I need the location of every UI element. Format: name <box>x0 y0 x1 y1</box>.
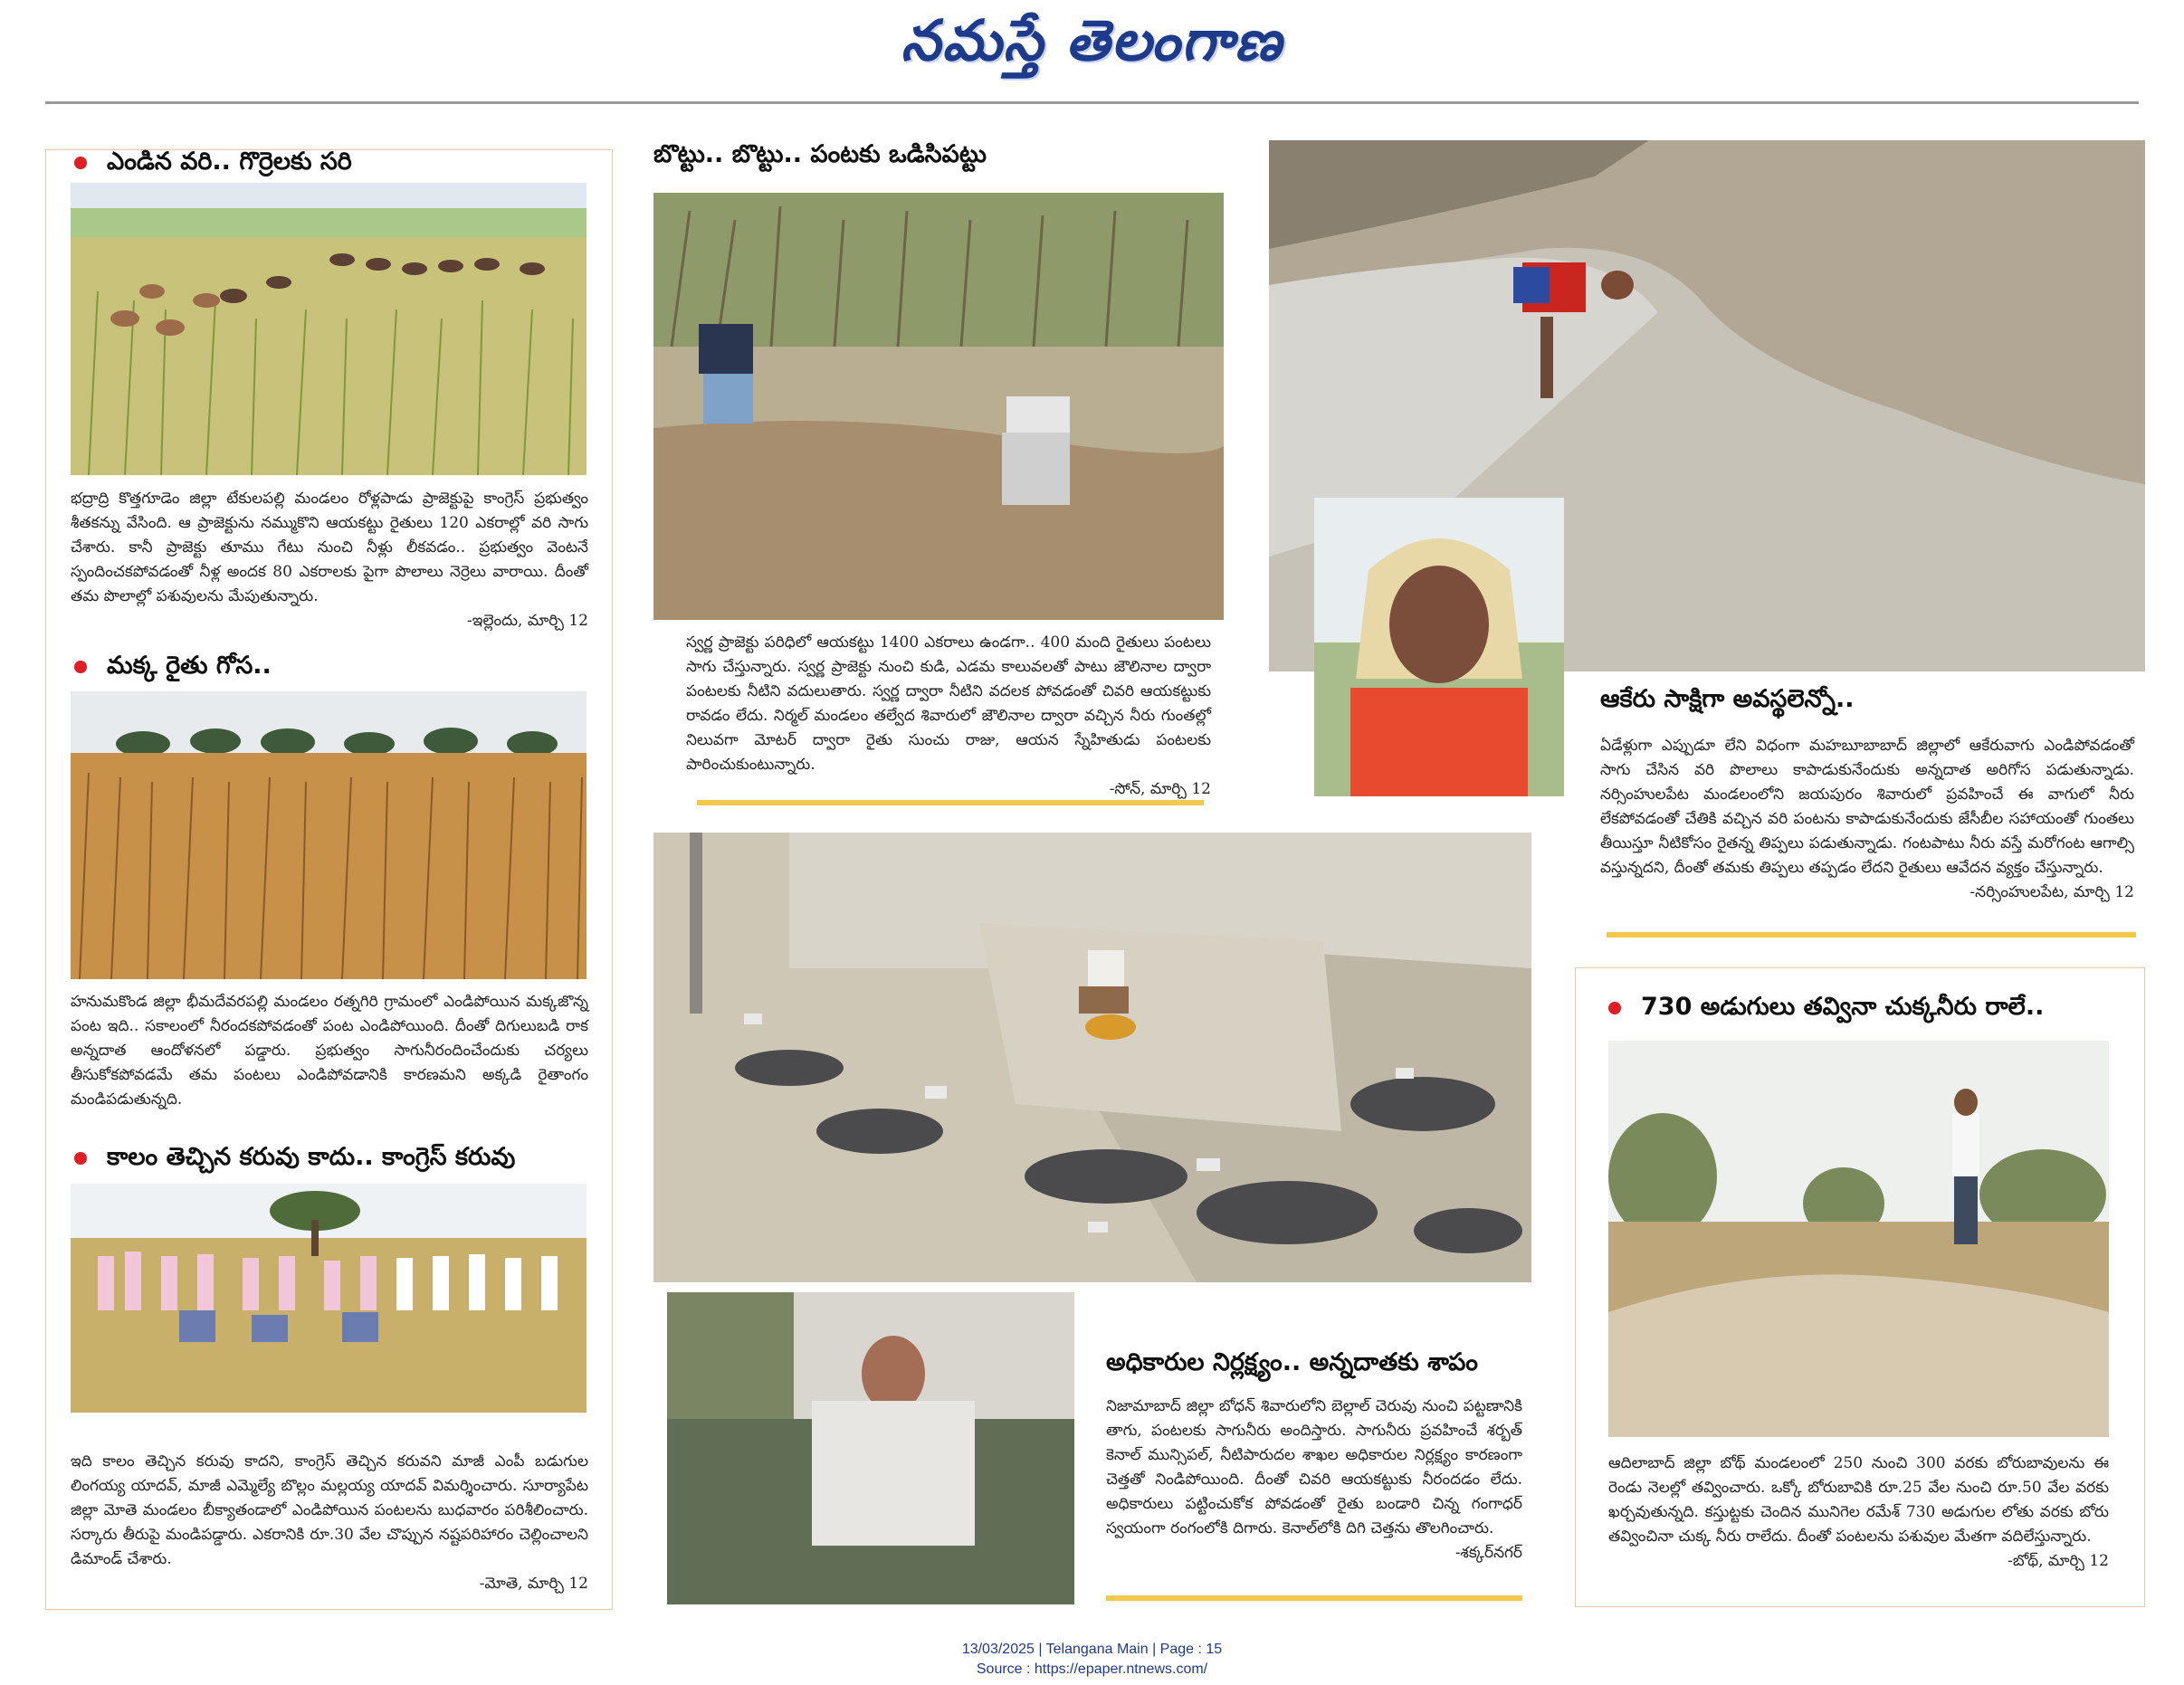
story-byline: -మోతె, మార్చి 12 <box>479 1575 588 1593</box>
story-byline: -బోథ్, మార్చి 12 <box>2008 1552 2109 1570</box>
story-byline: -సోన్, మార్చి 12 <box>1109 780 1211 798</box>
story-underline <box>1106 1595 1522 1601</box>
story-headline: ఎండిన వరి.. గొర్రెలకు సరి <box>74 148 352 182</box>
story-body: భద్రాద్రి కొత్తగూడెం జిల్లా టేకులపల్లి మండలం రోళ్లపాడు ప్రాజెక్టుపై కాంగ్రెస్ ప్రభుత్వం శీతకన్ను వేసింది. ఆ ప్రాజెక్టును నమ్ముకొని ఆయకట్టు రైతులు 120 ఎకరాల్లో వరి సాగు చేశారు. కానీ ప్రాజెక్టు తూము గేటు నుంచి నీళ్లు లీకవడం.. ప్రభుత్వం వెంటనే స్పందించకపోవడంతో నీళ్ల అందక 80 ఎకరాలకు పైగా పొలాలు నెర్రెలు వారాయి. దీంతో తమ పొలాల్లో పశువులను మేపుతున్నారు. -ఇల్లెందు, మార్చి 12 <box>71 487 588 633</box>
story-body: స్వర్ణ ప్రాజెక్టు పరిధిలో ఆయకట్టు 1400 ఎకరాలు ఉండగా.. 400 మంది రైతులు పంటలు సాగు చేస్తున్నారు. స్వర్ణ ప్రాజెక్టు నుంచి కుడి, ఎడమ కాలువలతో పాటు జౌలినాల ద్వారా పంటలకు నీటిని వదులుతారు. స్వర్ణ ద్వారా నీటిని వదలక పోవడంతో చివరి ఆయకట్టుకు రావడం లేదు. నిర్మల్ మండలం తల్వేద శివారులో జౌలినాల ద్వారా వచ్చిన నీరు గుంతల్లో నిలువగా మోటర్ ద్వారా రైతు సుంచు రాజు, ఆయన స్నేహితుడు పంటలకు పారించుకుంటున్నారు. -సోన్, మార్చి 12 <box>686 631 1211 802</box>
photo-farmer-clearing-canal <box>667 1292 1074 1604</box>
story-body: ఆదిలాబాద్ జిల్లా బోథ్ మండలంలో 250 నుంచి 300 వరకు బోరుబావులను ఈ రెండు నెలల్లో తవ్వించారు. ఒక్కో బోరుబావికి రూ.25 వేల నుంచి రూ.50 వేల వరకు ఖర్చవుతున్నది. కస్తుట్టకు చెందిన మునిగెల రమేశ్ 730 అడుగుల లోతు వరకు బోరు తవ్వించినా చుక్క నీరు రాలేదు. దీంతో పంటలను పశువుల మేతగా వదిలేస్తున్నారు. -బోథ్, మార్చి 12 <box>1608 1452 2109 1574</box>
story-body: ఏడేళ్లుగా ఎప్పుడూ లేని విధంగా మహబూబాబాద్ జిల్లాలో ఆకేరువాగు ఎండిపోవడంతో సాగు చేసిన వరి పొలాలు కాపాడుకునేందుకు అన్నదాత అరిగోస పడుతున్నాడు. నర్సింహులపేట మండలంలోని జయపురం శివారులో ప్రవహించే ఈ వాగులో నీరు లేకపోవడంతో చేతికి వచ్చిన వరి పంటను కాపాడుకునేందుకు జేసీబీల సహాయంతో గుంతలు తీయిస్తూ నీటికోసం రైతన్న తిప్పలు పడుతున్నాడు. గంటపాటు నీరు వస్తే మరోగంట ఆగాల్సి వస్తున్నదని, దీంతో తమకు తిప్పలు తప్పడం లేదని రైతులు ఆవేదన వ్యక్తం చేస్తున్నారు. -నర్సింహులపేట, మార్చి 12 <box>1600 734 2134 905</box>
story-underline <box>697 800 1204 805</box>
story-byline: -ఇల్లెందు, మార్చి 12 <box>467 612 588 630</box>
masthead <box>0 0 2184 100</box>
photo-farmers-in-canal <box>653 193 1224 620</box>
bullet-icon <box>1608 1002 1621 1014</box>
bullet-icon <box>74 1152 87 1165</box>
photo-garbage-filled-canal <box>653 833 1531 1282</box>
photo-sheep-grazing <box>71 183 587 475</box>
masthead-logo: నమస్తే తెలంగాణ <box>901 7 1283 73</box>
story-byline: -నర్సింహులపేట, మార్చి 12 <box>1969 883 2134 901</box>
footer-source-link[interactable]: Source : https://epaper.ntnews.com/ <box>976 1661 1208 1677</box>
story-headline: ఆకేరు సాక్షిగా అవస్థలెన్నో.. <box>1600 685 1855 713</box>
story-body: హనుమకొండ జిల్లా భీమదేవరపల్లి మండలం రత్నగిరి గ్రామంలో ఎండిపోయిన మక్కజొన్న పంట ఇది.. సకాలంలో నీరందకపోవడంతో పంట ఎండిపోయింది. దీంతో దిగులుబడి రాక అన్నదాత ఆందోళనలో పడ్డారు. ప్రభుత్వం సాగునీరందించేందుకు చర్యలు తీసుకోకపోవడమే తమ పంటలు ఎండిపోవడానికి కారణమని అక్కడి రైతాంగం మండిపడుతున్నది. <box>71 993 588 1109</box>
bullet-icon <box>74 157 87 169</box>
story-body: నిజామాబాద్ జిల్లా బోధన్ శివారులోని బెల్లాల్ చెరువు నుంచి పట్టణానికి తాగు, పంటలకు సాగునీరు అందిస్తారు. సాగునీరు ప్రవహించే శర్బత్ కెనాల్ మున్సిపల్, నీటిపారుదల శాఖల అధికారుల నిర్లక్ష్యం కారణంగా చెత్తతో నిండిపోయింది. దీంతో చివరి ఆయకట్టుకు నీరందడం లేదు. అధికారులు పట్టించుకోక పోవడంతో రైతు బండారి చిన్న గంగాధర్ స్వయంగా రంగంలోకి దిగారు. కెనాల్‌లోకి దిగి చెత్తను తొలగించారు. -శక్కర్‌నగర్ <box>1106 1395 1522 1566</box>
story-headline: బొట్టు.. బొట్టు.. పంటకు ఒడిసిపట్టు <box>653 140 987 168</box>
masthead-divider <box>45 101 2139 104</box>
photo-leaders-inspecting-field <box>71 1184 587 1413</box>
footer-edition-info: 13/03/2025 | Telangana Main | Page : 15 <box>961 1642 1223 1657</box>
story-headline: కాలం తెచ్చిన కరువు కాదు.. కాంగ్రెస్ కరువు <box>74 1143 515 1177</box>
photo-elderly-farmer-portrait <box>1314 498 1564 796</box>
story-headline: అధికారుల నిర్లక్ష్యం.. అన్నదాతకు శాపం <box>1106 1348 1478 1376</box>
bullet-icon <box>74 661 87 673</box>
story-byline: -శక్కర్‌నగర్ <box>1454 1544 1522 1562</box>
story-underline <box>1607 932 2136 938</box>
story-headline: మక్క రైతు గోస.. <box>74 652 272 686</box>
story-headline: 730 అడుగులు తవ్వినా చుక్కనీరు రాలే.. <box>1608 993 2044 1027</box>
photo-farmer-at-borewell <box>1608 1041 2109 1437</box>
photo-dry-maize-field <box>71 691 587 979</box>
story-body: ఇది కాలం తెచ్చిన కరువు కాదని, కాంగ్రెస్ తెచ్చిన కరువని మాజీ ఎంపీ బడుగుల లింగయ్య యాదవ్, మాజీ ఎమ్మెల్యే బొల్లం మల్లయ్య యాదవ్ విమర్శించారు. సూర్యాపేట జిల్లా మోతె మండలం బీక్యాతండాలో ఎండిపోయిన పంటలను బుధవారం పరిశీలించారు. సర్కారు తీరుపై మండిపడ్డారు. ఎకరానికి రూ.30 వేల చొప్పున నష్టపరిహారం చెల్లించాలని డిమాండ్ చేశారు. -మోతె, మార్చి 12 <box>71 1450 588 1596</box>
page-footer <box>0 1640 2184 1680</box>
